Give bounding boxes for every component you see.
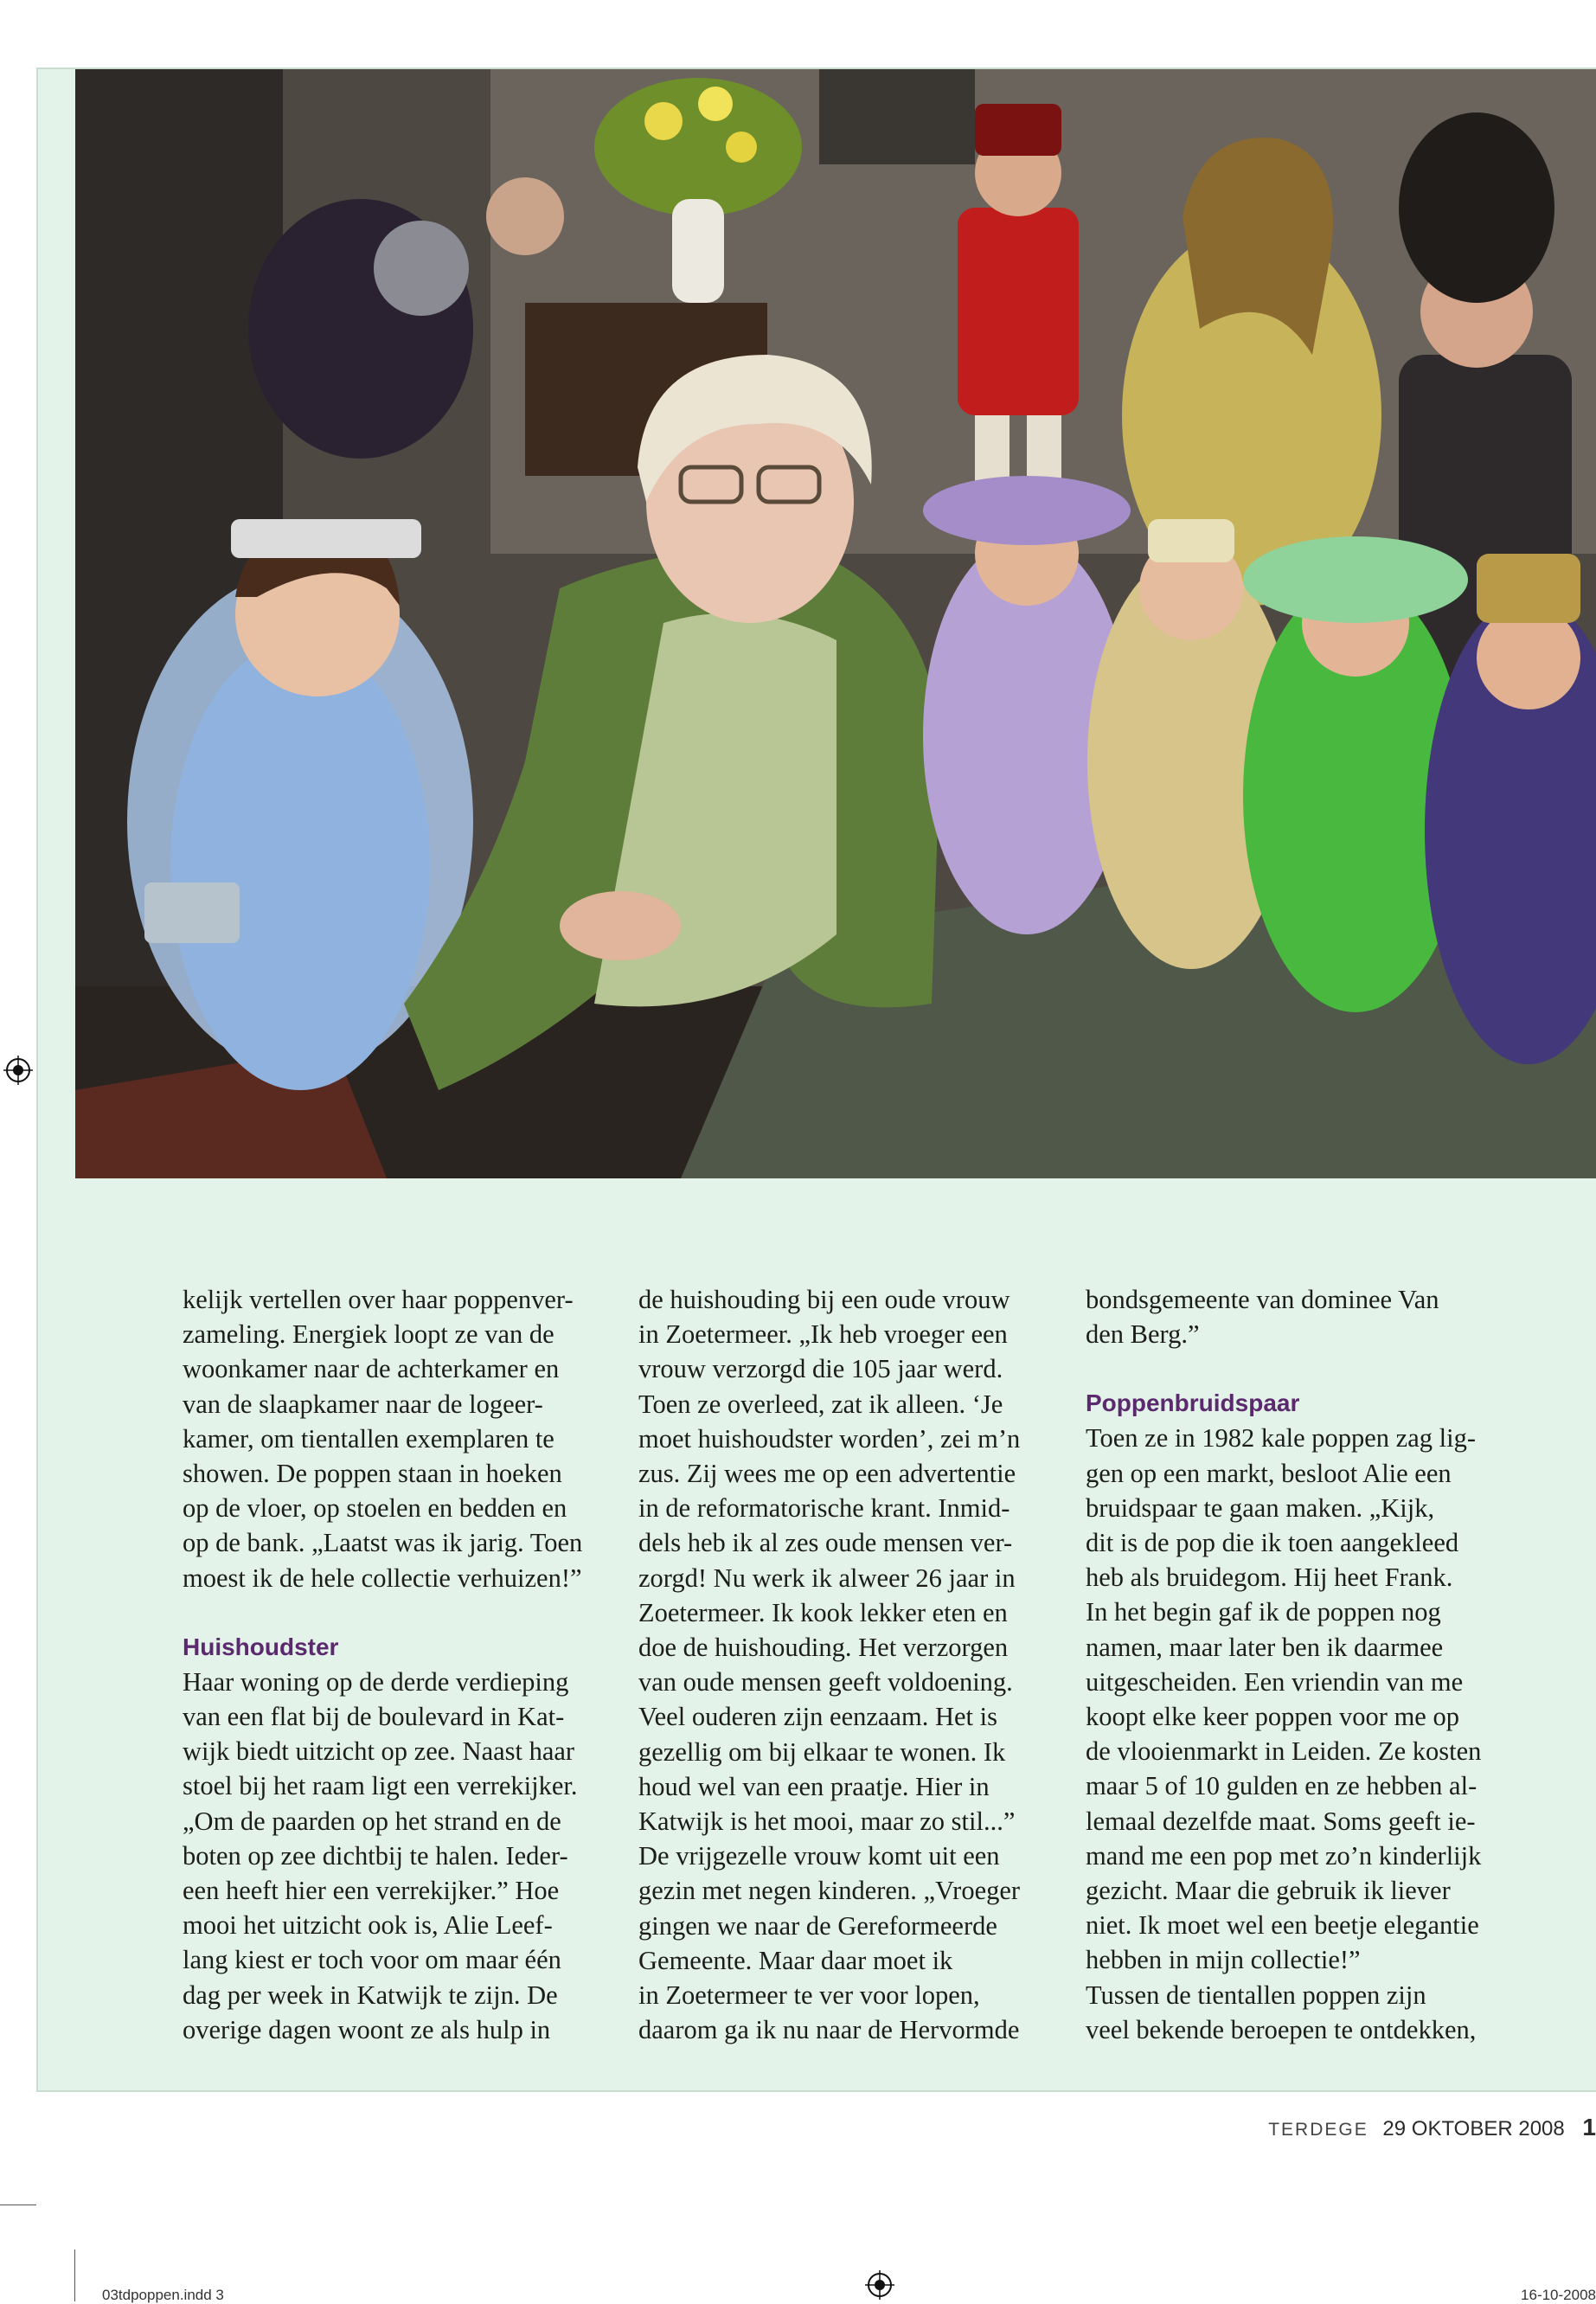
text-line: den Berg.” (1086, 1319, 1200, 1350)
text-line: Katwijk is het mooi, maar zo stil...” (638, 1807, 1016, 1837)
page-number: 1 (1582, 2114, 1596, 2140)
text-line: overige dagen woont ze als hulp in (183, 2014, 551, 2044)
text-line: Toen ze in 1982 kale poppen zag lig- (1086, 1423, 1476, 1454)
text-line: Gemeente. Maar daar moet ik (638, 1945, 953, 1975)
text-line: moest ik de hele collectie verhuizen!” (183, 1563, 582, 1593)
text-line: doe de huishouding. Het verzorgen (638, 1633, 1009, 1663)
text-line: kamer, om tientallen exemplaren te (183, 1423, 554, 1454)
text-line: gezin met negen kinderen. „Vroeger (638, 1876, 1021, 1906)
text-line: gezicht. Maar die gebruik ik liever (1086, 1876, 1451, 1906)
text-line: uitgescheiden. Een vriendin van me (1086, 1666, 1464, 1697)
slug-date: 16-10-2008 (1521, 2287, 1596, 2303)
paragraph (1086, 1282, 1509, 1351)
text-line: van een flat bij de boulevard in Kat- (183, 1702, 565, 1732)
text-line: niet. Ik moet wel een beetje elegantie (1086, 1910, 1479, 1941)
text-line: namen, maar later ben ik daarmee (1086, 1632, 1444, 1662)
text-line: In het begin gaf ik de poppen nog (1086, 1597, 1441, 1627)
article-column-2 (638, 1282, 1062, 2047)
paragraph (638, 1282, 1062, 2047)
article-column-3 (1086, 1282, 1509, 2047)
text-line: dag per week in Katwijk te zijn. De (183, 1980, 558, 2010)
text-line: een heeft hier een verrekijker.” Hoe (183, 1876, 560, 1906)
text-line: gen op een markt, besloot Alie een (1086, 1458, 1452, 1488)
text-line: koopt elke keer poppen voor me op (1086, 1702, 1459, 1732)
text-line: lang kiest er toch voor om maar één (183, 1945, 561, 1975)
text-line: op de bank. „Laatst was ik jarig. Toen (183, 1528, 583, 1558)
text-line: houd wel van een praatje. Hier in (638, 1771, 990, 1801)
text-line: showen. De poppen staan in hoeken (183, 1459, 562, 1489)
text-line: lemaal dezelfde maat. Soms geeft ie- (1086, 1806, 1476, 1836)
text-line: zameling. Energiek loopt ze van de (183, 1319, 554, 1350)
registration-mark-icon (865, 2270, 894, 2300)
text-line: de huishouding bij een oude vrouw (638, 1285, 1010, 1314)
section-heading: Huishoudster (183, 1633, 339, 1660)
text-line: heb als bruidegom. Hij heet Frank. (1086, 1563, 1453, 1593)
text-line: vrouw verzorgd die 105 jaar werd. (638, 1354, 1003, 1384)
text-line: dels heb ik al zes oude mensen ver- (638, 1528, 1013, 1558)
text-line: boten op zee dichtbij te halen. Ieder- (183, 1840, 568, 1871)
text-line: in Zoetermeer te ver voor lopen, (638, 1980, 980, 2011)
article-column-1 (183, 1282, 606, 2047)
issue-date: 29 OKTOBER 2008 (1382, 2117, 1565, 2140)
text-line: in de reformatorische krant. Inmid- (638, 1493, 1010, 1524)
text-line: Zoetermeer. Ik kook lekker eten en (638, 1597, 1008, 1627)
text-line: de vlooienmarkt in Leiden. Ze kosten (1086, 1736, 1482, 1767)
text-line: daarom ga ik nu naar de Hervormde (638, 2015, 1020, 2045)
text-line: mooi het uitzicht ook is, Alie Leef- (183, 1910, 553, 1941)
photo-illustration (75, 69, 1596, 1178)
registration-mark-icon (3, 1056, 33, 1085)
text-line: Veel ouderen zijn eenzaam. Het is (638, 1702, 997, 1732)
text-line: moet huishoudster worden’, zei m’n (638, 1423, 1021, 1454)
text-line: van de slaapkamer naar de logeer- (183, 1389, 543, 1419)
text-line: bondsgemeente van dominee Van (1086, 1285, 1439, 1314)
text-line: wijk biedt uitzicht op zee. Naast haar (183, 1736, 575, 1767)
paragraph (183, 1665, 606, 2047)
text-line: Haar woning op de derde verdieping (183, 1666, 569, 1697)
magazine-name: TERDEGE (1268, 2120, 1368, 2140)
text-line: van oude mensen geeft voldoening. (638, 1667, 1013, 1698)
text-line: veel bekende beroepen te ontdekken, (1086, 2014, 1477, 2044)
text-line: gingen we naar de Gereformeerde (638, 1910, 997, 1941)
text-line: mand me een pop met zo’n kinderlijk (1086, 1840, 1482, 1871)
crop-mark (74, 2249, 75, 2301)
paragraph (1086, 1421, 1509, 2047)
article-photo (75, 69, 1596, 1178)
text-line: woonkamer naar de achterkamer en (183, 1354, 560, 1384)
text-line: Toen ze overleed, zat ik alleen. ‘Je (638, 1389, 1003, 1419)
text-line: zus. Zij wees me op een advertentie (638, 1459, 1016, 1489)
text-line: kelijk vertellen over haar poppenver- (183, 1285, 574, 1314)
text-line: zorgd! Nu werk ik alweer 26 jaar in (638, 1563, 1016, 1593)
text-line: gezellig om bij elkaar te wonen. Ik (638, 1736, 1006, 1767)
text-line: Tussen de tientallen poppen zijn (1086, 1980, 1426, 2010)
text-line: bruidspaar te gaan maken. „Kijk, (1086, 1492, 1435, 1523)
page-footer (1268, 2114, 1596, 2141)
section-heading: Poppenbruidspaar (1086, 1389, 1300, 1417)
text-line: De vrijgezelle vrouw komt uit een (638, 1841, 1000, 1871)
text-line: „Om de paarden op het strand en de (183, 1806, 561, 1836)
text-line: in Zoetermeer. „Ik heb vroeger een (638, 1319, 1008, 1350)
paragraph (183, 1282, 606, 1595)
text-line: hebben in mijn collectie!” (1086, 1945, 1361, 1975)
text-line: maar 5 of 10 gulden en ze hebben al- (1086, 1771, 1477, 1801)
text-line: op de vloer, op stoelen en bedden en (183, 1493, 567, 1524)
text-line: stoel bij het raam ligt een verrekijker. (183, 1771, 578, 1801)
slug-filename: 03tdpoppen.indd 3 (102, 2287, 224, 2303)
text-line: dit is de pop die ik toen aangekleed (1086, 1528, 1459, 1558)
